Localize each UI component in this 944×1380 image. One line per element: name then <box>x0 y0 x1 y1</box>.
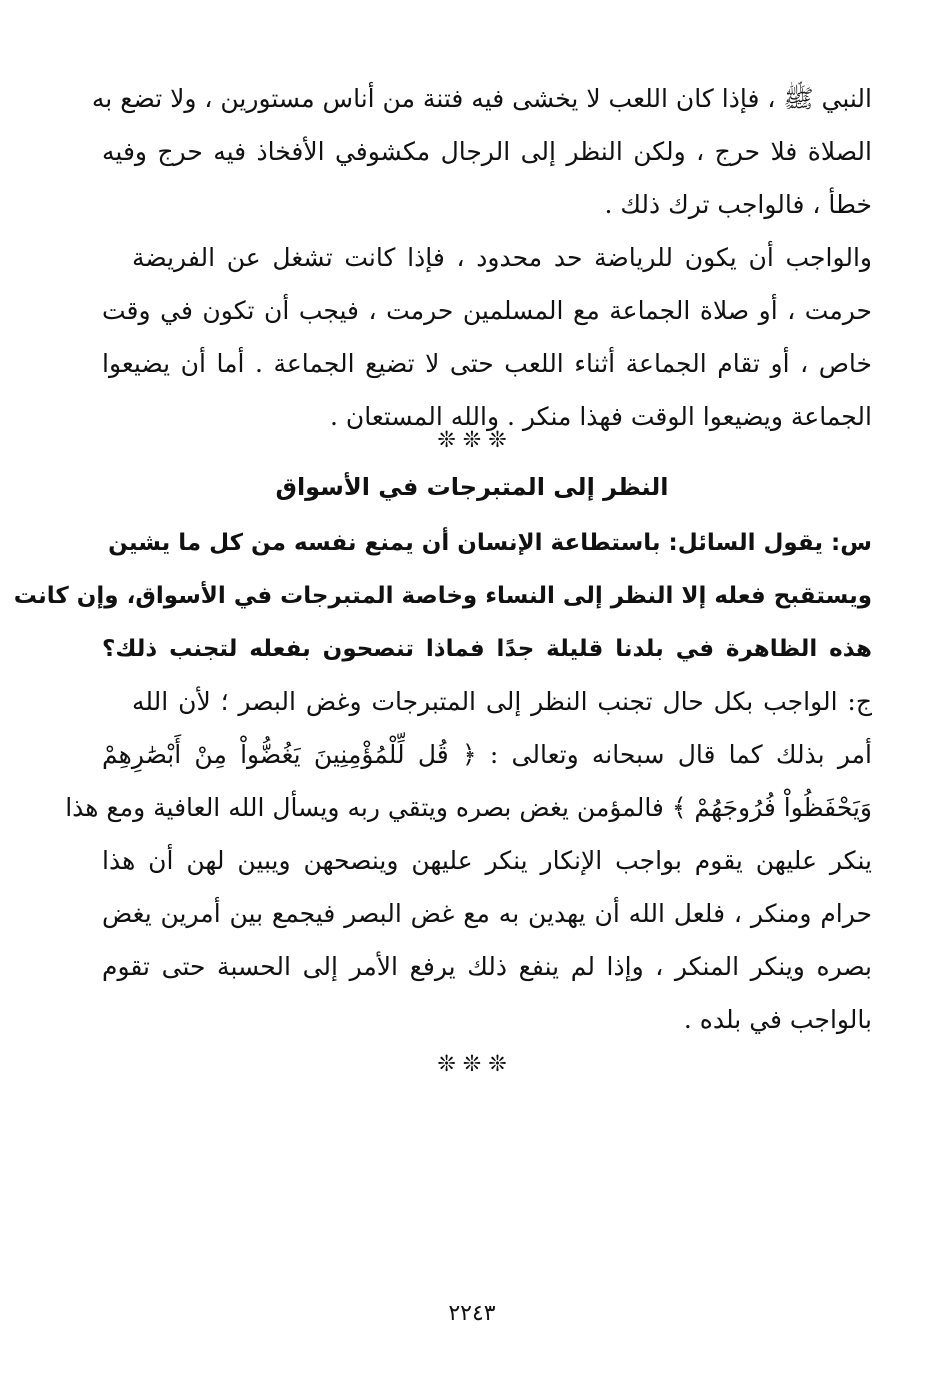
answer-line-5: حرام ومنكر ، فلعل الله أن يهدين به مع غض البصر فيجمع بين أمرين يغض <box>102 899 872 928</box>
separator-glyph: ❊ ❊ ❊ <box>437 428 507 453</box>
answer-line-4: ينكر عليهن يقوم بواجب الإنكار ينكر عليهن وينصحهن ويبين لهن أن هذا <box>102 846 872 875</box>
answer-line-2: أمر بذلك كما قال سبحانه وتعالى : ﴿ قُل لِّلْمُؤْمِنِينَ يَغُضُّواْ مِنْ أَبْصَٰرِهِمْ <box>102 740 872 769</box>
answer-line-3: وَيَحْفَظُواْ فُرُوجَهُمْ ﴾ فالمؤمن يغض بصره ويتقي ربه ويسأل الله العافية ومع هذا <box>65 793 872 822</box>
answer-line-7: بالواجب في بلده . <box>683 1005 872 1034</box>
page-number: ٢٢٤٣ <box>448 1301 496 1326</box>
answer-line-6: بصره وينكر المنكر ، وإذا لم ينفع ذلك يرفع الأمر إلى الحسبة حتى تقوم <box>102 952 872 981</box>
body-line-2: الصلاة فلا حرج ، ولكن النظر إلى الرجال مكشوفي الأفخاذ فيه حرج وفيه <box>102 137 872 166</box>
body-line-4: والواجب أن يكون للرياضة حد محدود ، فإذا كانت تشغل عن الفريضة <box>132 243 872 272</box>
body-line-7: الجماعة ويضيعوا الوقت فهذا منكر . والله المستعان . <box>329 402 872 431</box>
question-line-2: ويستقبح فعله إلا النظر إلى النساء وخاصة المتبرجات في الأسواق، وإن كانت <box>13 583 872 609</box>
section-separator-end <box>0 1050 944 1080</box>
body-line-6: خاص ، أو تقام الجماعة أثناء اللعب حتى لا تضيع الجماعة . أما أن يضيعوا <box>102 349 872 378</box>
body-line-5: حرمت ، أو صلاة الجماعة مع المسلمين حرمت ، فيجب أن تكون في وقت <box>102 296 872 325</box>
separator-glyph: ❊ ❊ ❊ <box>437 1052 507 1077</box>
question-line-3: هذه الظاهرة في بلدنا قليلة جدًا فماذا تنصحون بفعله لتجنب ذلك؟ <box>102 636 872 662</box>
answer-line-1: ج: الواجب بكل حال تجنب النظر إلى المتبرجات وغض البصر ؛ لأن الله <box>132 687 872 716</box>
body-line-1: النبي ﷺ ، فإذا كان اللعب لا يخشى فيه فتنة من أناس مستورين ، ولا تضع به <box>91 84 872 113</box>
section-separator <box>0 426 944 456</box>
question-line-1: س: يقول السائل: باستطاعة الإنسان أن يمنع نفسه من كل ما يشين <box>108 530 872 556</box>
body-line-3: خطأ ، فالواجب ترك ذلك . <box>604 190 872 219</box>
section-heading: النظر إلى المتبرجات في الأسواق <box>275 473 669 501</box>
